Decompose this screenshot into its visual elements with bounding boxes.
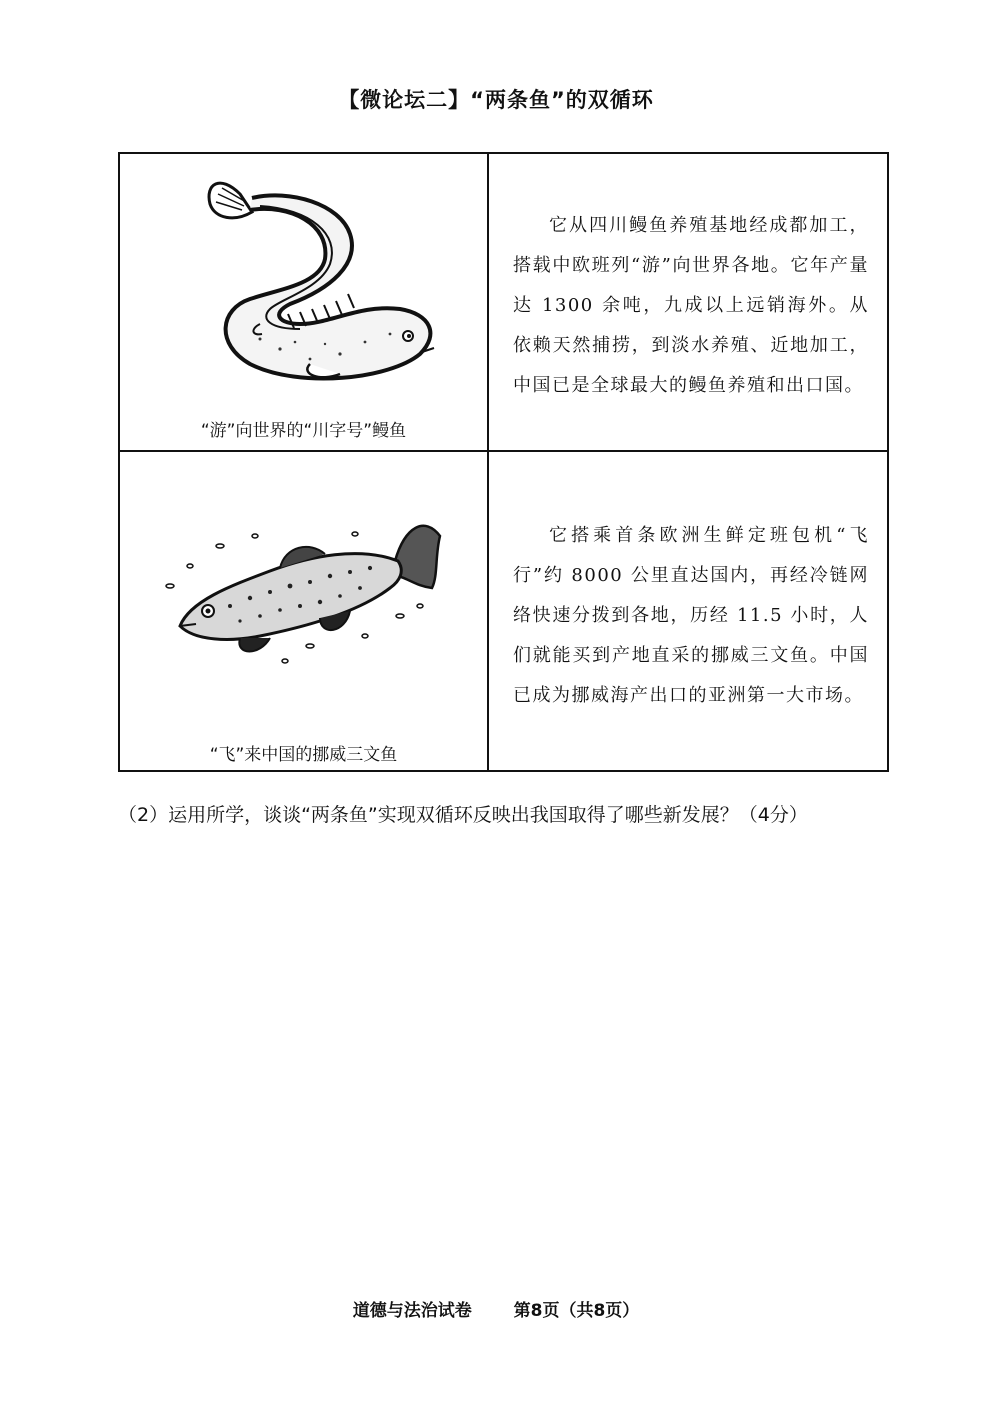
salmon-description: 它搭乘首条欧洲生鲜定班包机“飞行”约 8000 公里直达国内，再经冷链网络快速分拨到各地，历经 11.5 小时，人们就能买到产地直采的挪威三文鱼。中国已成为挪威海产出口的亚洲第一大市场。 [513, 525, 869, 706]
footer-subject: 道德与法治试卷 [352, 1301, 472, 1321]
page-footer [0, 1296, 992, 1321]
question-2: （2）运用所学，谈谈“两条鱼”实现双循环反映出我国取得了哪些新发展？（4分） [118, 804, 808, 826]
eel-caption: “游”向世界的“川字号”鳗鱼 [200, 421, 407, 441]
eel-text-cell [489, 154, 887, 450]
eel-drawing-icon [160, 164, 450, 384]
eel-description: 它从四川鳗鱼养殖基地经成都加工，搭载中欧班列“游”向世界各地。它年产量达 1300 余吨，九成以上远销海外。从依赖天然捕捞，到淡水养殖、近地加工，中国已是全球最大的鳗鱼养殖和出口国。 [513, 215, 869, 396]
eel-image-cell [120, 154, 487, 450]
footer-page-number: 第8页（共8页） [513, 1301, 640, 1321]
salmon-caption: “飞”来中国的挪威三文鱼 [209, 745, 398, 765]
section-title: 【微论坛二】“两条鱼”的双循环 [338, 88, 654, 112]
salmon-drawing-icon [160, 506, 450, 676]
salmon-image-cell [120, 452, 487, 770]
salmon-text-cell [489, 452, 887, 770]
fish-comparison-table [118, 152, 889, 772]
